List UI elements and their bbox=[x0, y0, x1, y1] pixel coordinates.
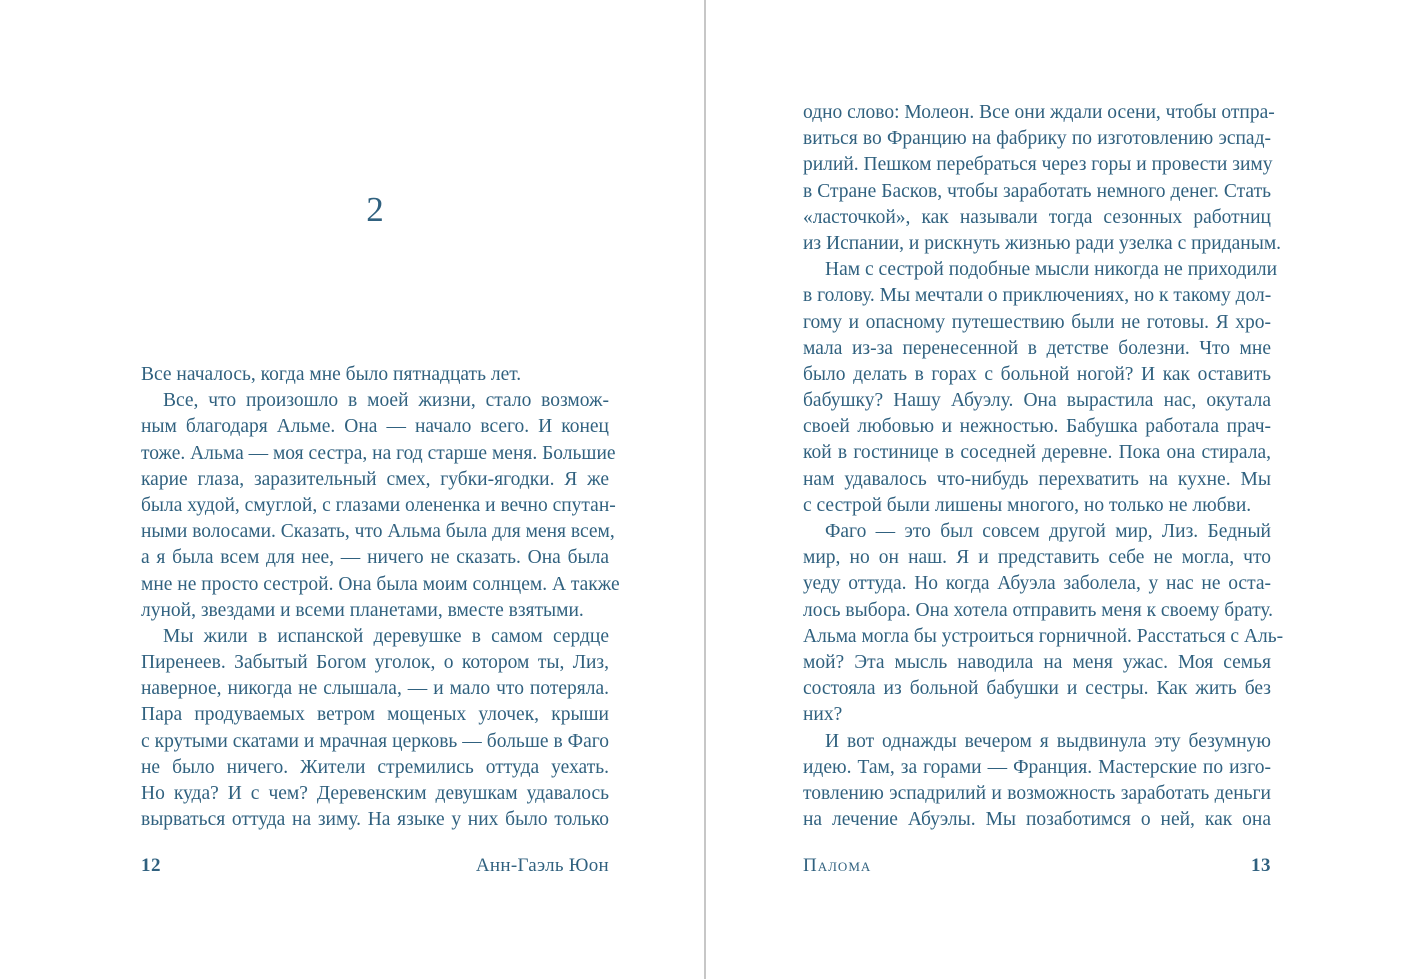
text-line: не было ничего. Жители стремились оттуда уехать. bbox=[141, 756, 609, 778]
text-line: бабушку? Нашу Абуэлу. Она вырастила нас, окутала bbox=[803, 390, 1271, 412]
text-line: из Испании, и рискнуть жизнью ради узелка с приданым. bbox=[803, 232, 1282, 254]
text-line: мой? Эта мысль наводила на меня ужас. Моя семья bbox=[803, 651, 1271, 673]
page-divider bbox=[704, 0, 706, 979]
text-line: идею. Там, за горами — Франция. Мастерские по изго- bbox=[803, 756, 1271, 778]
text-line: была худой, смуглой, с глазами олененка и вечно спутан- bbox=[141, 494, 616, 516]
text-line: было делать в горах с больной ногой? И как оставить bbox=[803, 363, 1271, 385]
text-line: Все началось, когда мне было пятнадцать лет. bbox=[141, 364, 522, 385]
text-line: в Стране Басков, чтобы заработать немного денег. Стать bbox=[803, 180, 1271, 202]
text-line: виться во Францию на фабрику по изготовлению эспад- bbox=[803, 128, 1271, 150]
text-line: мала из-за перенесенной в детстве болезни. Что мне bbox=[803, 337, 1271, 359]
chapter-number: 2 bbox=[366, 190, 384, 229]
text-line: гому и опасному путешествию были не готовы. Я хро- bbox=[803, 311, 1271, 333]
right-page bbox=[803, 0, 1284, 979]
text-line: рилий. Пешком перебраться через горы и провести зиму bbox=[803, 154, 1273, 176]
text-line: лось выбора. Она хотела отправить меня к своему брату. bbox=[803, 599, 1274, 621]
text-line: ными волосами. Сказать, что Альма была для меня всем, bbox=[141, 521, 615, 543]
text-line: нам удавалось что-нибудь перехватить на кухне. Мы bbox=[803, 468, 1271, 490]
text-line: тоже. Альма — моя сестра, на год старше меня. Большие bbox=[141, 442, 616, 464]
text-line: с крутыми скатами и мрачная церковь — больше в Фаго bbox=[141, 730, 609, 752]
text-line: в голову. Мы мечтали о приключениях, но к такому дол- bbox=[803, 285, 1272, 307]
text-line: своей любовью и нежностью. Бабушка работала прач- bbox=[803, 416, 1271, 438]
text-line: товлению эспадрилий и возможность заработать деньги bbox=[803, 782, 1271, 804]
text-line: одно слово: Молеон. Все они ждали осени, чтобы отпра- bbox=[803, 102, 1275, 123]
text-line: Но куда? И с чем? Деревенским девушкам удавалось bbox=[141, 783, 609, 804]
page-number-left: 12 bbox=[141, 855, 161, 876]
text-line: мне не просто сестрой. Она была моим солнцем. А также bbox=[141, 573, 620, 595]
text-line: Альма могла бы устроиться горничной. Расстаться с Аль- bbox=[803, 625, 1284, 647]
text-line: кой в гостинице в соседней деревне. Пока она стирала, bbox=[803, 442, 1271, 464]
text-line: Все, что произошло в моей жизни, стало возмож- bbox=[163, 390, 609, 412]
right-page-text bbox=[803, 100, 1284, 833]
text-line: Фаго — это был совсем другой мир, Лиз. Бедный bbox=[825, 521, 1271, 542]
running-head-title: Палома bbox=[803, 855, 872, 876]
left-page-text bbox=[141, 362, 620, 833]
text-line: Пара продуваемых ветром мощеных улочек, крыши bbox=[141, 704, 609, 726]
text-line: наверное, никогда не слышала, — и мало что потеряла. bbox=[141, 678, 609, 700]
page-number-right: 13 bbox=[1251, 855, 1271, 876]
text-line: Нам с сестрой подобные мысли никогда не приходили bbox=[825, 259, 1278, 281]
text-line: луной, звездами и всеми планетами, вместе взятыми. bbox=[141, 599, 584, 621]
text-line: уеду оттуда. Но когда Абуэла заболела, у нас не оста- bbox=[803, 573, 1271, 595]
text-line: на лечение Абуэлы. Мы позаботимся о ней, как она bbox=[803, 809, 1271, 831]
text-line: карие глаза, заразительный смех, губки-ягодки. Я же bbox=[141, 468, 609, 490]
text-line: «ласточкой», как называли тогда сезонных работниц bbox=[803, 206, 1271, 228]
text-line: И вот однажды вечером я выдвинула эту безумную bbox=[825, 730, 1271, 752]
text-line: состояла из больной бабушки и сестры. Как жить без bbox=[803, 678, 1271, 700]
left-page bbox=[141, 0, 620, 979]
running-head-author: Анн-Гаэль Юон bbox=[475, 855, 609, 876]
text-line: а я была всем для нее, — ничего не сказать. Она была bbox=[141, 547, 609, 569]
text-line: ным благодаря Альме. Она — начало всего. И конец bbox=[141, 416, 609, 438]
text-line: них? bbox=[803, 704, 843, 726]
text-line: Мы жили в испанской деревушке в самом сердце bbox=[163, 625, 609, 647]
text-line: Пиренеев. Забытый Богом уголок, о котором ты, Лиз, bbox=[141, 652, 609, 674]
left-page-footer bbox=[141, 855, 609, 877]
text-line: мир, но он наш. Я и представить себе не могла, что bbox=[803, 547, 1271, 569]
right-page-footer bbox=[803, 855, 1271, 877]
text-line: с сестрой были лишены многого, но только не любви. bbox=[803, 494, 1252, 516]
text-line: вырваться оттуда на зиму. На языке у них было только bbox=[141, 809, 609, 831]
